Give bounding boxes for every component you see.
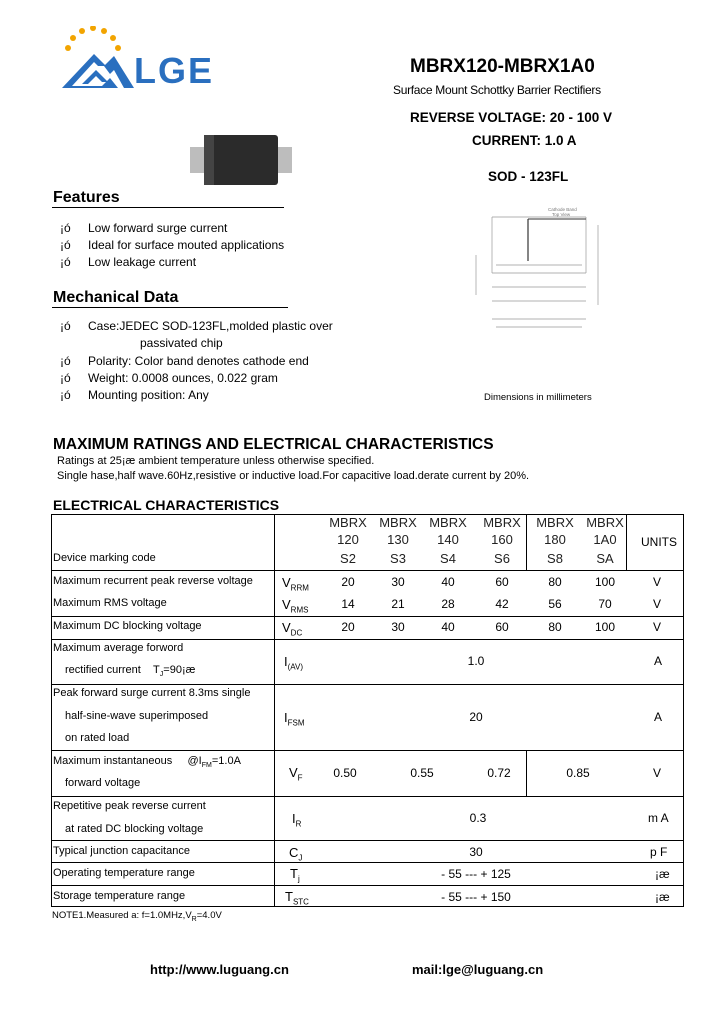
ifsm-unit: A (654, 710, 663, 724)
vdc-value: 80 (548, 620, 562, 634)
package-name: SOD - 123FL (488, 169, 569, 184)
vdc-value: 20 (341, 620, 355, 634)
lge-logo-mark (58, 26, 136, 96)
table-row-divider (52, 570, 683, 571)
table-row-divider (52, 616, 683, 617)
cj-symbol: $C_J$ (289, 845, 303, 863)
table-row-divider (52, 796, 683, 797)
electrical-title: ELECTRICAL CHARACTERISTICS (53, 497, 280, 513)
col-header-num: 140 (437, 532, 459, 547)
ir-value: 0.3 (469, 811, 487, 825)
tstc-value: - 55 --- + 150 (441, 890, 511, 904)
vf-value: 0.55 (410, 766, 434, 780)
part-number: MBRX120-MBRX1A0 (410, 56, 595, 77)
vdc-label: Maximum DC blocking voltage (53, 620, 202, 632)
vrms-value: 70 (598, 597, 612, 611)
vdc-value: 100 (594, 620, 616, 634)
current-rating: CURRENT: 1.0 A (472, 133, 577, 148)
ifsm-label-1: Peak forward surge current 8.3ms single (53, 687, 251, 699)
tstc-symbol: $T_{STC}$ (285, 889, 309, 907)
iav-unit: A (654, 654, 663, 668)
col-header-num: 180 (544, 532, 566, 547)
tstc-label: Storage temperature range (53, 890, 186, 902)
reverse-voltage: REVERSE VOLTAGE: 20 - 100 V (410, 110, 613, 125)
iav-label-2: rectified current $T_J=90¡æ$ (65, 664, 196, 679)
mechanical-rule (52, 307, 288, 308)
col-header-mark: S2 (340, 551, 356, 566)
col-header-num: 120 (337, 532, 359, 547)
website-link[interactable]: http://www.luguang.cn (150, 962, 289, 977)
ratings-title: MAXIMUM RATINGS AND ELECTRICAL CHARACTERISTICS (53, 436, 494, 453)
cj-value: 30 (469, 845, 483, 859)
vdc-unit: V (653, 620, 662, 634)
col-header-mark: SA (596, 551, 614, 566)
ifsm-label-2: half-sine-wave superimposed (65, 710, 209, 722)
vdc-value: 30 (391, 620, 405, 634)
features-rule (52, 207, 284, 208)
col-header-prefix: MBRX (483, 515, 521, 530)
feature-item: ¡ó Ideal for surface mouted applications (60, 238, 285, 252)
vrrm-label: Maximum recurrent peak reverse voltage (53, 575, 253, 587)
mechanical-item: ¡ó Weight: 0.0008 ounces, 0.022 gram (60, 371, 278, 385)
tj-unit: ¡æ (655, 867, 670, 881)
electrical-table (51, 514, 684, 907)
vf-label-2: forward voltage (65, 777, 141, 789)
col-header-prefix: MBRX (536, 515, 574, 530)
tj-symbol: $T_j$ (290, 866, 300, 884)
col-header-mark: S6 (494, 551, 510, 566)
col-header-mark: S4 (440, 551, 456, 566)
mechanical-item: ¡ó Mounting position: Any (60, 388, 209, 402)
tj-label: Operating temperature range (53, 867, 195, 879)
vrrm-value: 20 (341, 575, 355, 589)
ir-label-1: Repetitive peak reverse current (53, 800, 206, 812)
dimension-drawing (436, 205, 616, 375)
col-header-num: 1A0 (593, 532, 617, 547)
vrrm-value: 80 (548, 575, 562, 589)
feature-item: ¡ó Low leakage current (60, 255, 197, 269)
vrms-value: 42 (495, 597, 509, 611)
ratings-note-2: Single hase,half wave.60Hz,resistive or inductive load.For capacitive load.derate current by 20%. (57, 470, 530, 482)
col-header-mark: S3 (390, 551, 406, 566)
vrrm-value: 60 (495, 575, 509, 589)
vrrm-value: 100 (594, 575, 616, 589)
vrrm-unit: V (653, 575, 662, 589)
vdc-value: 40 (441, 620, 455, 634)
cj-label: Typical junction capacitance (53, 845, 190, 857)
table-footnote: NOTE1.Measured a: $f=1.0MHz,V_R=4.0V$ (52, 910, 222, 923)
marking-code-label: Device marking code (53, 552, 156, 564)
cj-unit: p F (650, 845, 668, 859)
iav-label-1: Maximum average forword (53, 642, 184, 654)
mechanical-item: ¡ó Case:JEDEC SOD-123FL,molded plastic over (60, 319, 333, 333)
ir-symbol: $I_R$ (292, 811, 302, 829)
vdc-value: 60 (495, 620, 509, 634)
vrrm-value: 40 (441, 575, 455, 589)
tj-value: - 55 --- + 125 (441, 867, 511, 881)
vf-unit: V (653, 766, 662, 780)
vrms-symbol: $V_{RMS}$ (282, 597, 309, 615)
email-link[interactable]: mail:lge@luguang.cn (412, 962, 544, 977)
vrms-value: 28 (441, 597, 455, 611)
ifsm-label-3: on rated load (65, 732, 130, 744)
product-subtitle: Surface Mount Schottky Barrier Rectifiers (393, 83, 601, 97)
vdc-symbol: $V_{DC}$ (282, 620, 303, 638)
cathode-band-label: Cathode Band (548, 207, 577, 212)
vf-value: 0.50 (333, 766, 357, 780)
vrrm-symbol: $V_{RRM}$ (282, 575, 309, 593)
vrms-label: Maximum RMS voltage (53, 597, 167, 609)
top-view-label: Top View (552, 212, 571, 217)
table-row-divider (52, 840, 683, 841)
col-header-prefix: MBRX (379, 515, 417, 530)
dimension-caption: Dimensions in millimeters (484, 392, 592, 403)
table-row-divider (52, 885, 683, 886)
col-header-mark: S8 (547, 551, 563, 566)
vf-label-1: Maximum instantaneous $@I_{FM}=1.0A$ (53, 755, 241, 770)
table-col-divider (526, 750, 527, 796)
tstc-unit: ¡æ (655, 890, 670, 904)
mechanical-item-cont: passivated chip (140, 336, 223, 350)
logo-text: LGE (134, 50, 215, 91)
col-header-num: 130 (387, 532, 409, 547)
vrms-value: 21 (391, 597, 405, 611)
vf-symbol: $V_F$ (289, 765, 303, 783)
col-header-prefix: MBRX (329, 515, 367, 530)
table-row-divider (52, 684, 683, 685)
units-label: UNITS (641, 535, 677, 549)
chip-package-image (190, 135, 292, 185)
table-row-divider (52, 639, 683, 640)
vrms-unit: V (653, 597, 662, 611)
table-row-divider (52, 750, 683, 751)
table-col-divider (274, 515, 275, 906)
vrms-value: 56 (548, 597, 562, 611)
ir-unit: m A (648, 811, 669, 825)
vf-value: 0.85 (566, 766, 590, 780)
table-row-divider (52, 862, 683, 863)
iav-value: 1.0 (467, 654, 485, 668)
mechanical-item: ¡ó Polarity: Color band denotes cathode end (60, 354, 309, 368)
ifsm-symbol: $I_{FSM}$ (284, 710, 305, 728)
ir-label-2: at rated DC blocking voltage (65, 823, 204, 835)
iav-symbol: $I_{(AV)}$ (284, 654, 304, 672)
features-title: Features (53, 189, 120, 206)
vrms-value: 14 (341, 597, 355, 611)
vf-value: 0.72 (487, 766, 511, 780)
col-header-prefix: MBRX (429, 515, 467, 530)
vrrm-value: 30 (391, 575, 405, 589)
col-header-num: 160 (491, 532, 513, 547)
mechanical-title: Mechanical Data (53, 289, 179, 306)
ifsm-value: 20 (469, 710, 483, 724)
feature-item: ¡ó Low forward surge current (60, 221, 228, 235)
col-header-prefix: MBRX (586, 515, 624, 530)
ratings-note-1: Ratings at 25¡æ ambient temperature unless otherwise specified. (57, 455, 375, 467)
